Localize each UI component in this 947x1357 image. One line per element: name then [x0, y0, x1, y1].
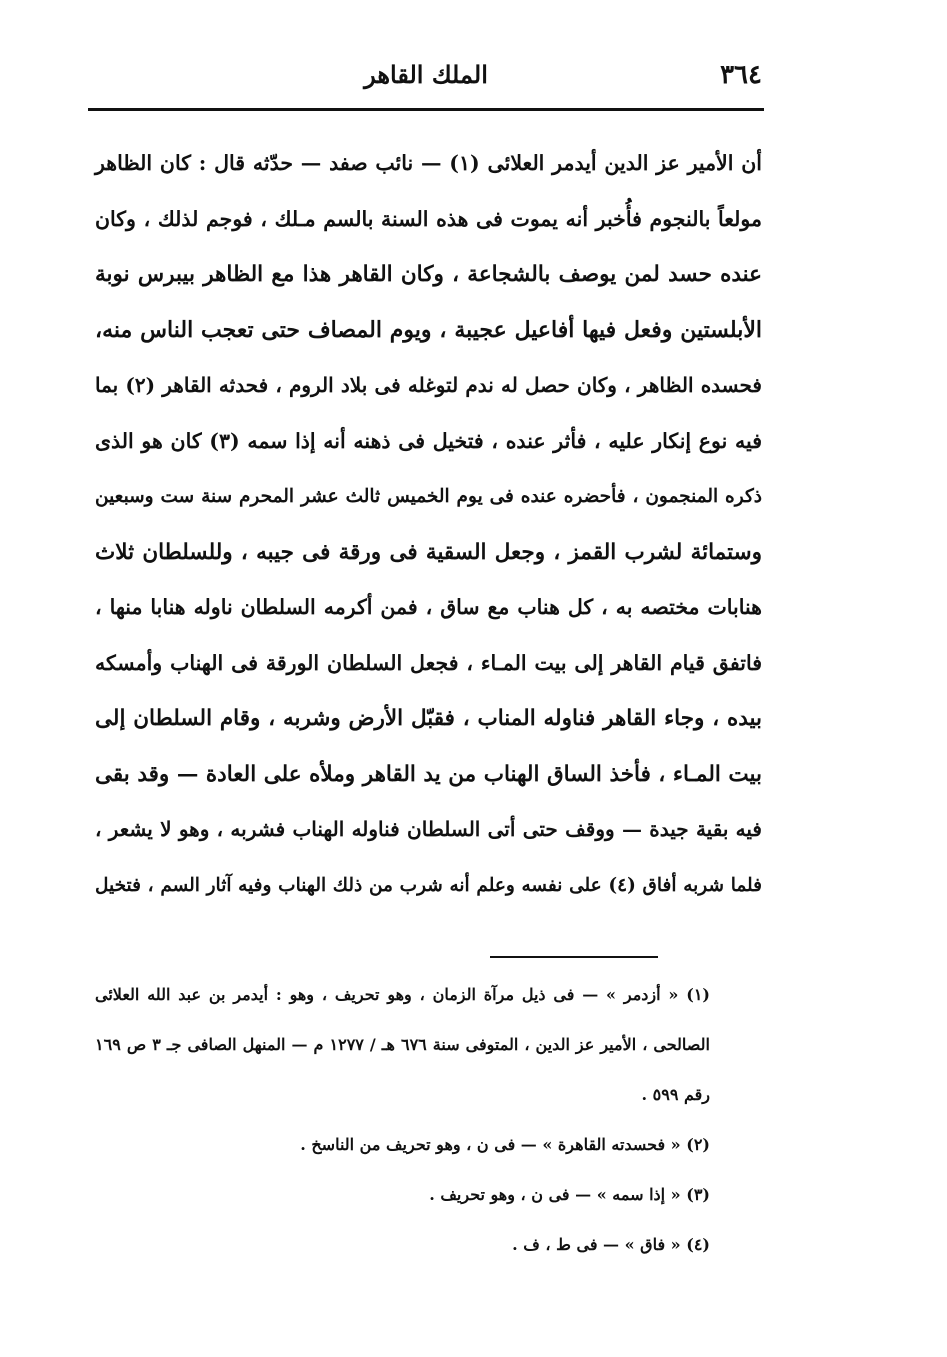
page-number: ٣٦٤	[720, 60, 762, 90]
footnote-1-line-1: (١) « أزدمر » — فى ذيل مرآة الزمان ، وهو تحريف ، وهو : أيدمر بن عبد الله العلائى	[95, 985, 710, 1004]
text-line: بيت المـاء ، فأخذ الساق الهناب من يد القاهر وملأه على العادة — وقد بقى	[95, 761, 762, 787]
text-line: فاتفق قيام القاهر إلى بيت المـاء ، فجعل السلطان الورقة فى الهناب وأمسكه	[95, 650, 762, 675]
page-header	[90, 58, 762, 98]
text-line: مولعاً بالنجوم فأُخبر أنه يموت فى هذه السنة بالسم مـلك ، فوجم لذلك ، وكان	[95, 206, 762, 231]
text-line: ذكره المنجمون ، فأحضره عنده فى يوم الخميس ثالث عشر المحرم سنة ست وسبعين	[95, 486, 762, 507]
text-line: هنابات مختصه به ، كل هناب مع ساق ، فمن أكرمه السلطان ناوله هنابا منها ،	[95, 595, 762, 619]
text-line: عنده حسد لمن يوصف بالشجاعة ، وكان القاهر هذا مع الظاهر بيبرس نوبة	[95, 262, 762, 287]
text-line: فيه بقية جيدة — ووقف حتى أتى السلطان فناوله الهناب فشربه ، وهو لا يشعر ،	[95, 817, 762, 841]
footnote-separator	[490, 956, 658, 958]
text-line: بيده ، وجاء القاهر فناوله المناب ، فقبّل الأرض وشربه ، وقام السلطان إلى	[95, 706, 762, 731]
text-line: فحسده الظاهر ، وكان حصل له ندم لتوغله فى بلاد الروم ، فحدثه القاهر (٢) بما	[95, 373, 762, 397]
body-text	[95, 136, 762, 913]
footnote-1-line-3: رقم ٥٩٩ .	[641, 1085, 710, 1104]
running-title: الملك القاهر	[364, 60, 488, 89]
footnotes	[95, 970, 710, 1270]
footnote-1-line-2: الصالحى ، الأمير عز الدين ، المتوفى سنة ٦٧٦ هـ / ١٢٧٧ م — المنهل الصافى جـ ٣ ص ١٦٩	[95, 1035, 711, 1054]
footnote-2: (٢) « فحسدته القاهرة » — فى ن ، وهو تحريف من الناسخ .	[300, 1135, 710, 1154]
text-line: فلما شربه أفاق (٤) على نفسه وعلم أنه شرب من ذلك الهناب وفيه آثار السم ، فتخيل	[95, 874, 763, 896]
header-rule	[88, 108, 764, 111]
text-line: وستمائة لشرب القمز ، وجعل السقية فى ورقة فى جيبه ، وللسلطان ثلاث	[95, 539, 762, 565]
footnote-4: (٤) « فاق » — فى ط ، ف .	[512, 1235, 710, 1254]
text-line: أن الأمير عز الدين أيدمر العلائى (١) — نائب صفد — حدّثه قال : كان الظاهر	[95, 151, 762, 175]
footnote-3: (٣) « إذا سمه » — فى ن ، وهو تحريف .	[429, 1185, 710, 1204]
text-line: الأبلستين وفعل فيها أفاعيل عجيبة ، ويوم المصاف حتى تعجب الناس منه،	[95, 316, 762, 343]
text-line: فيه نوع إنكار عليه ، فأثر عنده ، فتخيل فى ذهنه أنه إذا سمه (٣) كان هو الذى	[95, 428, 762, 453]
